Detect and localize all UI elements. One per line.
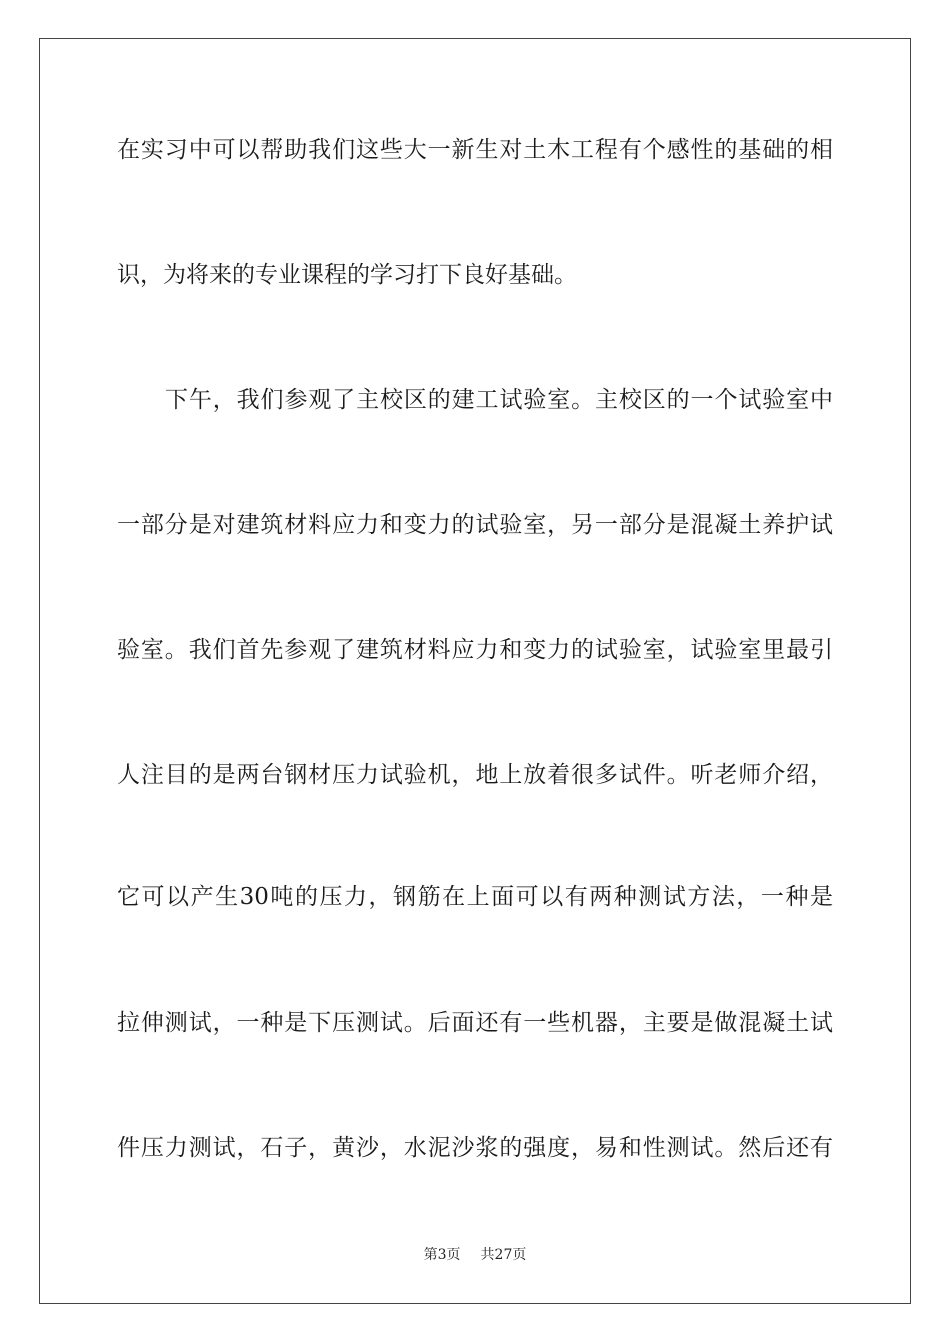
text-line: 下午，我们参观了主校区的建工试验室。主校区的一个试验室中 [165,387,833,413]
text-line: 人注目的是两台钢材压力试验机，地上放着很多试件。听老师介绍， [117,762,833,788]
page-footer [0,1245,950,1265]
text-line: 在实习中可以帮助我们这些大一新生对土木工程有个感性的基础的相 [117,137,833,163]
page-number: 第3页 [423,1247,461,1263]
text-line: 识，为将来的专业课程的学习打下良好基础。 [117,262,577,288]
text-line: 它可以产生30吨的压力，钢筋在上面可以有两种测试方法，一种是 [117,884,833,910]
page-border [39,38,911,1304]
text-line: 拉伸测试，一种是下压测试。后面还有一些机器，主要是做混凝土试 [117,1010,833,1036]
text-line: 件压力测试，石子，黄沙，水泥沙浆的强度，易和性测试。然后还有 [117,1135,833,1161]
text-line: 一部分是对建筑材料应力和变力的试验室，另一部分是混凝土养护试 [117,512,833,538]
text-line: 验室。我们首先参观了建筑材料应力和变力的试验室，试验室里最引 [117,637,833,663]
total-pages: 共27页 [480,1247,527,1263]
